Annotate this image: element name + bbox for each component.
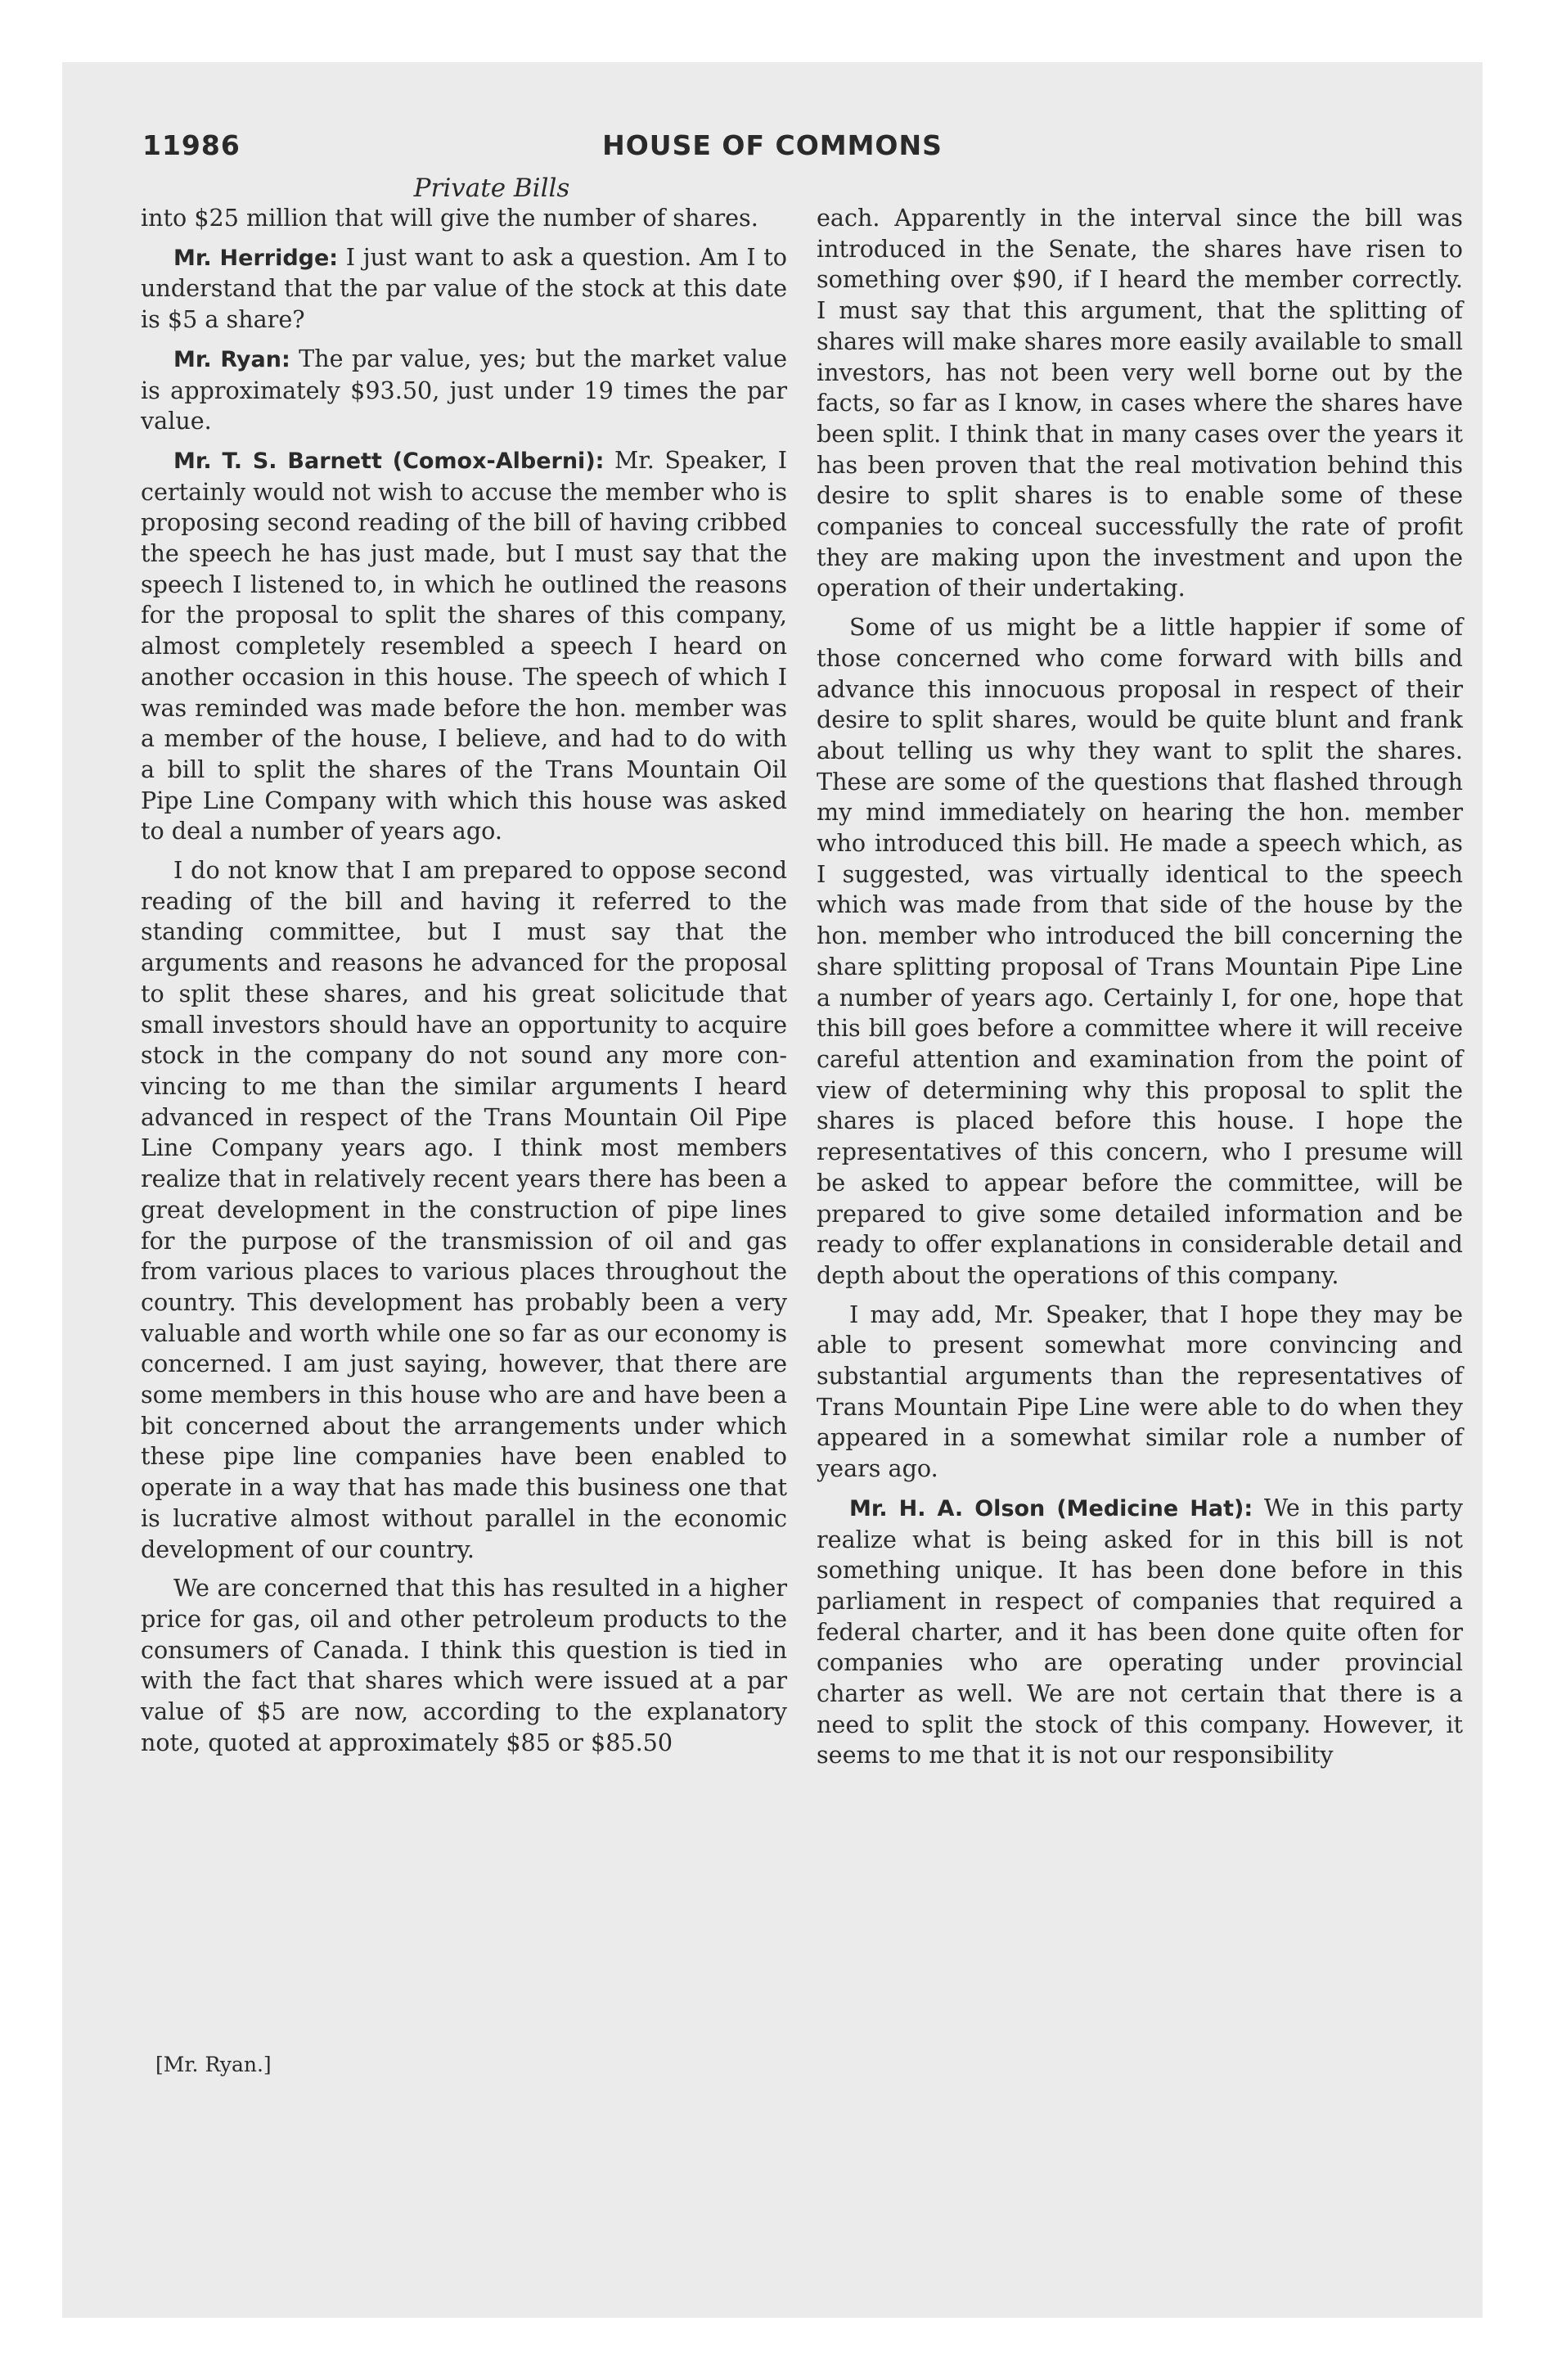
paragraph-text: The par value, yes; but the market value is approximately $93.50, just under 19 times the par value.	[141, 344, 787, 435]
page-number: 11986	[142, 129, 241, 161]
paragraph	[141, 1573, 787, 1758]
paragraph-text: I just want to ask a question. Am I to understand that the par value of the stock at this date is $5 a share?	[141, 242, 787, 334]
speaker-name: Mr. Herridge:	[173, 245, 339, 271]
paragraph-text: I may add, Mr. Speaker, that I hope they may be able to present somewhat more convincing and substantial arguments than the representatives of Trans Mountain Pipe Line were able to do when they appeared in a somewhat similar role a number of years ago.	[817, 1300, 1463, 1483]
right-column	[817, 203, 1463, 1771]
paragraph-text: each. Apparently in the interval since the bill was introduced in the Senate, the shares have risen to something over $90, if I heard the member correctly. I must say that this argument, that the splitting of shares will make shares more easily available to small investors, has not been very well borne out by the facts, so far as I know, in cases where the shares have been split. I think that in many cases over the years it has been proven that the real motivation behind this desire to split shares is to enable some of these companies to conceal successfully the rate of profit they are making upon the investment and upon the operation of their undertaking.	[817, 204, 1463, 602]
footer-speaker-reference: [Mr. Ryan.]	[155, 2053, 272, 2076]
paragraph-text: I do not know that I am prepared to oppose second reading of the bill and having it referred to the standing committee, but I must say that the arguments and reasons he advanced for the proposal to split these shares, and his great solicitude that small investors should have an opportunity to acquire stock in the company do not sound any more convincing to me than the similar arguments I heard advanced in respect of the Trans Mountain Oil Pipe Line Company years ago. I think most members realize that in relatively recent years there has been a great development in the construction of pipe lines for the purpose of the transmission of oil and gas from various places to various places throughout the country. This development has probably been a very valuable and worth while one so far as our economy is concerned. I am just saying, however, that there are some members in this house who are and have been a bit concerned about the arrangements under which these pipe line companies have been enabled to operate in a way that has made this business one that is lucrative almost without parallel in the economic development of our country.	[141, 856, 787, 1563]
paragraph-text: Some of us might be a little happier if some of those concerned who come forward with bills and advance this innocuous proposal in respect of their desire to split shares, would be quite blunt and frank about telling us why they want to split the shares. These are some of the questions that flashed through my mind immediately on hearing the hon. member who introduced this bill. He made a speech which, as I suggested, was virtually identical to the speech which was made from that side of the house by the hon. member who introduced the bill concerning the share splitting proposal of Trans Mountain Pipe Line a number of years ago. Certainly I, for one, hope that this bill goes before a committee where it will receive careful attention and examination from the point of view of determining why this proposal to split the shares is placed before this house. I hope the representatives of this concern, who I presume will be asked to appear before the committee, will be prepared to give some detailed information and be ready to offer explanations in considerable detail and depth about the operations of this company.	[817, 613, 1463, 1289]
speaker-name: Mr. T. S. Barnett (Comox-Alberni):	[173, 448, 605, 474]
paragraph	[141, 242, 787, 336]
paragraph-text: We are concerned that this has resulted in a higher price for gas, oil and other petroleum products to the consumers of Canada. I think this question is tied in with the fact that shares which were issued at a par value of $5 are now, according to the explanatory note, quoted at approximately $85 or $85.50	[141, 1574, 787, 1756]
paragraph	[141, 344, 787, 437]
paragraph-text: into $25 million that will give the number of shares.	[141, 204, 758, 232]
journal-title: HOUSE OF COMMONS	[602, 129, 943, 161]
paragraph	[141, 445, 787, 847]
running-head	[62, 129, 1483, 178]
paragraph	[817, 1300, 1463, 1485]
paragraph	[141, 855, 787, 1565]
paragraph-text: We in this party realize what is being asked for in this bill is not something unique. It has been done before in this parliament in respect of companies that required a federal charter, and it has been done quite often for companies who are operating under provincial charter as well. We are not certain that there is a need to split the stock of this company. However, it seems to me that it is not our responsibility	[817, 1493, 1463, 1769]
paragraph-text: Mr. Speaker, I certainly would not wish to accuse the member who is proposing second reading of the bill of having cribbed the speech he has just made, but I must say that the speech I listened to, in which he outlined the reasons for the proposal to split the shares of this company, almost completely resembled a speech I heard on another occasion in this house. The speech of which I was reminded was made before the hon. member was a member of the house, I believe, and had to do with a bill to split the shares of the Trans Mountain Oil Pipe Line Company with which this house was asked to deal a number of years ago.	[141, 445, 787, 845]
speaker-name: Mr. Ryan:	[173, 346, 290, 372]
section-heading: Private Bills	[413, 174, 570, 203]
paragraph	[817, 612, 1463, 1291]
speaker-name: Mr. H. A. Olson (Medicine Hat):	[849, 1495, 1253, 1521]
paragraph	[141, 203, 787, 234]
paragraph	[817, 203, 1463, 604]
document-page	[62, 62, 1483, 2318]
left-column	[141, 203, 787, 1758]
paragraph	[817, 1493, 1463, 1771]
